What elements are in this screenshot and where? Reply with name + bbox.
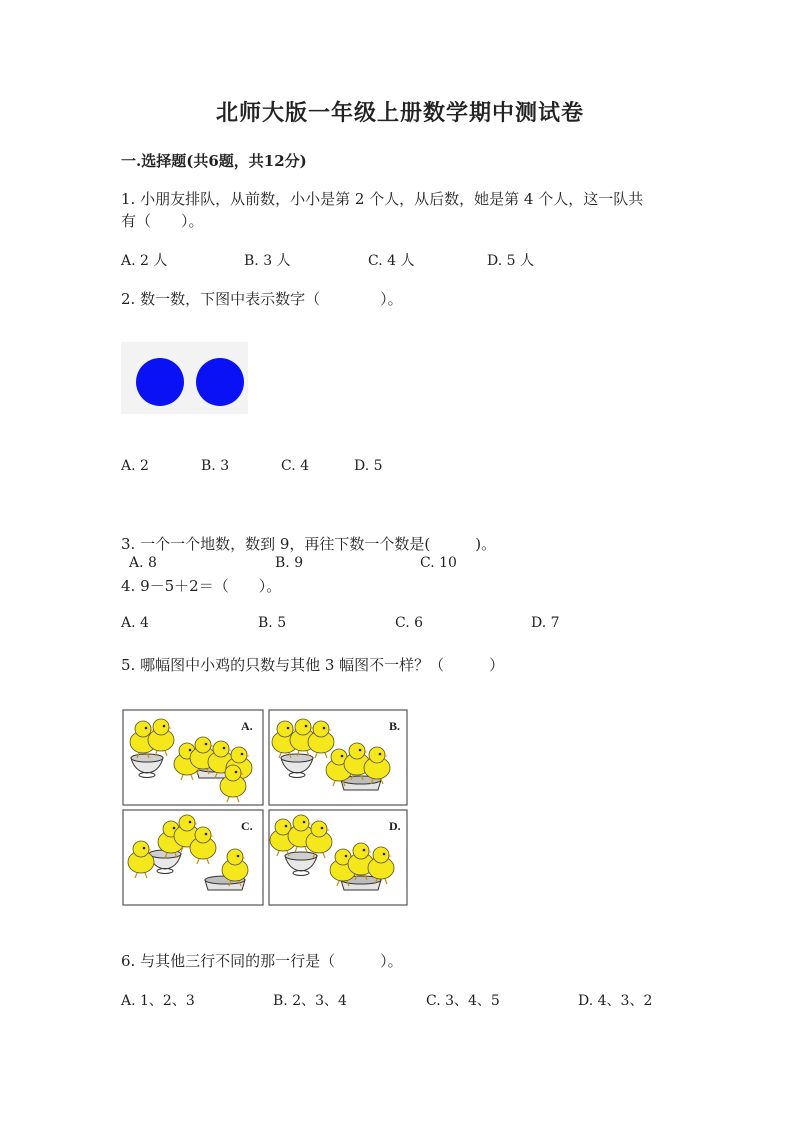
blue-circle-2 (196, 358, 244, 406)
question-2-option-c[interactable]: C. 4 (281, 458, 310, 474)
chick-grid-svg (121, 708, 411, 908)
question-4-option-c[interactable]: C. 6 (395, 615, 424, 631)
question-2-option-b[interactable]: B. 3 (201, 458, 230, 474)
question-3-option-a[interactable]: A. 8 (129, 555, 157, 571)
panel-a-label: A. (241, 719, 253, 733)
question-4-text: 4. 9－5＋2＝（ ）。 (121, 577, 282, 595)
section-heading: 一.选择题(共6题，共12分) (121, 152, 307, 170)
question-6-option-c[interactable]: C. 3、4、5 (426, 993, 500, 1009)
question-6-option-a[interactable]: A. 1、2、3 (121, 993, 195, 1009)
question-4-option-d[interactable]: D. 7 (531, 615, 560, 631)
question-4-option-a[interactable]: A. 4 (121, 615, 149, 631)
question-1-option-a[interactable]: A. 2 人 (121, 253, 168, 269)
panel-b-label: B. (389, 719, 401, 733)
question-2-option-a[interactable]: A. 2 (121, 458, 149, 474)
question-6-text: 6. 与其他三行不同的那一行是（ ）。 (121, 952, 403, 970)
blue-circle-1 (136, 358, 184, 406)
question-1-line-2: 有（ ）。 (121, 212, 204, 230)
panel-c-label: C. (241, 819, 253, 833)
question-3-text: 3. 一个一个地数，数到 9，再往下数一个数是( )。 (121, 535, 497, 553)
question-3-option-c[interactable]: C. 10 (420, 555, 457, 571)
question-2-option-d[interactable]: D. 5 (354, 458, 383, 474)
question-1-option-d[interactable]: D. 5 人 (487, 253, 534, 269)
question-6-option-d[interactable]: D. 4、3、2 (578, 993, 653, 1009)
chick-figure (121, 708, 411, 912)
question-5-text: 5. 哪幅图中小鸡的只数与其他 3 幅图不一样？（ ） (121, 656, 505, 674)
page-title: 北师大版一年级上册数学期中测试卷 (215, 100, 584, 126)
question-1-line-1: 1. 小朋友排队，从前数，小小是第 2 个人，从后数，她是第 4 个人，这一队共 (121, 190, 644, 208)
question-4-option-b[interactable]: B. 5 (258, 615, 287, 631)
panel-b[interactable] (269, 710, 407, 805)
question-6-option-b[interactable]: B. 2、3、4 (273, 993, 347, 1009)
panel-d[interactable] (269, 810, 407, 905)
question-1-option-c[interactable]: C. 4 人 (368, 253, 415, 269)
question-1-option-b[interactable]: B. 3 人 (244, 253, 291, 269)
circles-svg (121, 342, 248, 414)
question-2-text: 2. 数一数，下图中表示数字（ ）。 (121, 290, 403, 308)
panel-d-label: D. (389, 819, 401, 833)
question-3-option-b[interactable]: B. 9 (275, 555, 304, 571)
circles-figure (121, 342, 248, 414)
